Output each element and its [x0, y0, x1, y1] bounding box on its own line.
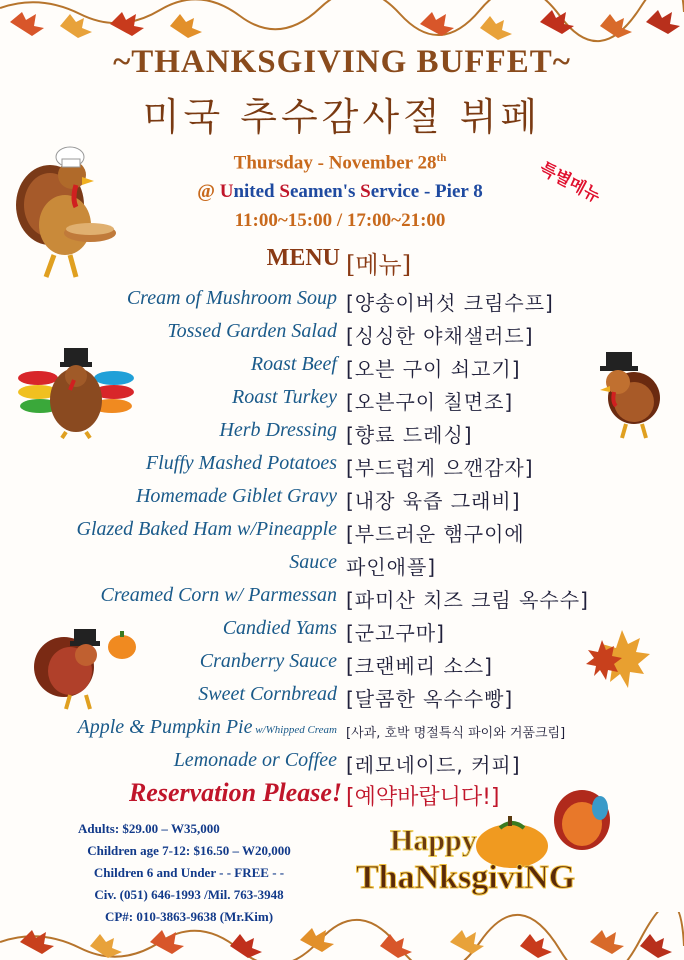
menu-item-en-text: Herb Dressing [219, 419, 337, 441]
autumn-leaf-border-bottom [0, 912, 684, 960]
menu-item-en-note: w/Whipped Cream [252, 724, 337, 736]
menu-item-en-text: Candied Yams [222, 617, 337, 639]
menu-item [0, 584, 684, 617]
rainbow-turkey-illustration [16, 340, 136, 440]
menu-item-en [77, 518, 338, 541]
pumpkin-turkey-illustration [30, 625, 140, 715]
menu-item-ko: [크랜베리 소스] [346, 654, 493, 678]
menu-item-en [127, 287, 337, 310]
menu-item-en [198, 683, 337, 706]
menu-item [0, 452, 684, 485]
event-hours: 11:00~15:00 / 17:00~21:00 [234, 210, 446, 231]
menu-item-en-text: Cream of Mushroom Soup [126, 287, 337, 309]
menu-item-ko: [부드럽게 으깬감자] [346, 456, 534, 480]
menu-item-en [78, 716, 337, 739]
menu-item [0, 287, 684, 320]
venue-ervice: ervice [370, 181, 420, 202]
menu-item-en-text: Homemade Giblet Gravy [135, 485, 337, 507]
menu-item-en [289, 551, 337, 574]
title-english: ~THANKSGIVING BUFFET~ [113, 44, 571, 80]
menu-item-ko: 파인애플] [346, 555, 437, 579]
contact-phone: Civ. (051) 646-1993 /Mil. 763-3948 [94, 887, 284, 902]
venue-u: U [219, 181, 234, 202]
menu-item-en [251, 353, 337, 376]
event-date [170, 152, 510, 174]
menu-heading-ko: [메뉴] [346, 251, 412, 279]
pilgrim-turkey-right-illustration [588, 348, 668, 443]
menu-heading-en: MENU [266, 245, 340, 271]
venue-eamens: eamen's [289, 181, 361, 202]
menu-item-ko: [레모네이드, 커피] [346, 753, 521, 777]
venue-at: @ [197, 181, 220, 202]
menu-item-en-text: Cranberry Sauce [199, 650, 337, 672]
menu-item-ko: [싱싱한 야채샐러드] [346, 324, 534, 348]
menu-item-en [232, 386, 337, 409]
menu-item-ko: [향료 드레싱] [346, 423, 473, 447]
menu-item-en-text: Fluffy Mashed Potatoes [145, 452, 337, 474]
menu-item-en [219, 419, 337, 442]
menu-item-ko: [내장 육즙 그래비] [346, 489, 521, 513]
menu-item [0, 518, 684, 551]
menu-item-ko: [오븐구이 칠면조] [346, 390, 514, 414]
price-free: Children 6 and Under - - FREE - - [93, 865, 285, 880]
menu-item-en [146, 452, 337, 475]
special-menu-label: 특별메뉴 [535, 158, 604, 207]
menu-item-en [101, 584, 337, 607]
contact-mobile: CP#: 010-3863-9638 (Mr.Kim) [104, 909, 274, 924]
menu-item [0, 485, 684, 518]
menu-item-ko: [부드러운 햄구이에 [346, 522, 525, 546]
menu-item-en-text: Sweet Cornbread [198, 683, 337, 705]
venue-pier: - Pier 8 [419, 181, 483, 202]
menu-item-en-text: Glazed Baked Ham w/Pineapple [76, 518, 337, 540]
autumn-leaf-border-top [0, 0, 684, 48]
date-suffix: th [436, 152, 447, 164]
menu-item-en [174, 749, 337, 772]
event-venue [170, 181, 510, 203]
menu-item-en-text: Sauce [289, 551, 337, 573]
happy-thanksgiving-logo [350, 780, 650, 910]
price-children: Children age 7-12: $16.50 – W20,000 [87, 843, 291, 858]
menu-item [0, 551, 684, 584]
venue-nited: nited [233, 181, 280, 202]
menu-item [0, 749, 684, 782]
reservation-ko: [예약바랍니다!] [346, 785, 500, 810]
title-korean: 미국 추수감사절 뷔페 [142, 95, 542, 139]
menu-item [0, 716, 684, 749]
menu-item-en [136, 485, 337, 508]
reservation-en: Reservation Please! [128, 778, 342, 807]
menu-item-ko: [달콤한 옥수수빵] [346, 687, 514, 711]
menu-item-en [200, 650, 337, 673]
date-text: Thursday - November 28 [233, 152, 437, 174]
menu-item-ko: [오븐 구이 쇠고기] [346, 357, 521, 381]
menu-item-ko: [양송이버섯 크림수프] [346, 291, 554, 315]
chef-turkey-illustration [10, 135, 130, 285]
menu-item-ko: [파미산 치즈 크림 옥수수] [346, 588, 589, 612]
menu-item-en-text: Roast Turkey [232, 386, 337, 408]
menu-item-ko: [사과, 호박 명절특식 파이와 거품크림] [346, 726, 566, 741]
menu-item-en-text: Apple & Pumpkin Pie [77, 716, 253, 738]
logo-happy-text: Happy [390, 824, 477, 857]
price-adults: Adults: $29.00 – W35,000 [78, 821, 220, 836]
menu-item-en [167, 320, 337, 343]
venue-s1: S [279, 181, 290, 202]
menu-item-en [223, 617, 337, 640]
menu-item-ko: [군고구마] [346, 621, 445, 645]
menu-item-en-text: Lemonade or Coffee [173, 749, 337, 771]
logo-thanksgiving-text: ThaNksgiviNG [356, 859, 576, 896]
venue-s2: S [360, 181, 371, 202]
menu-item-en-text: Roast Beef [250, 353, 337, 375]
menu-item-en-text: Tossed Garden Salad [167, 320, 337, 342]
menu-item-en-text: Creamed Corn w/ Parmessan [100, 584, 337, 606]
maple-leaves-illustration [582, 620, 662, 700]
